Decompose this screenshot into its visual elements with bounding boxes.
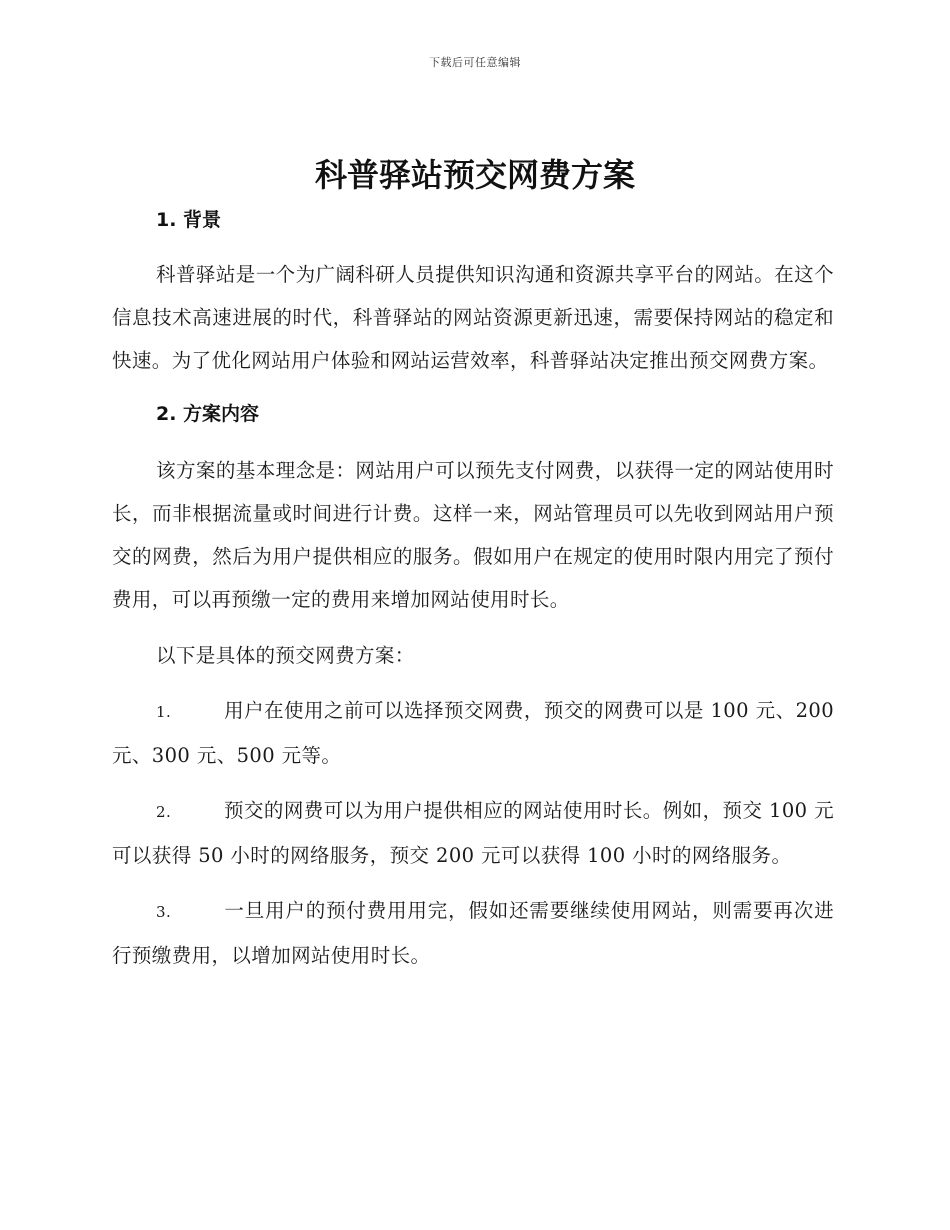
document-title: 科普驿站预交网费方案 (314, 156, 635, 194)
list-number: 1. (156, 703, 172, 721)
list-item-text: 一旦用户的预付费用用完，假如还需要继续使用网站，则需要再次进行预缴费用，以增加网站使用时长。 (112, 899, 834, 967)
section-heading-plan-content: 2. 方案内容 (156, 403, 260, 425)
section-heading-background: 1. 背景 (156, 209, 222, 231)
list-item (112, 889, 834, 977)
header-note: 下载后可任意编辑 (429, 56, 521, 69)
list-item-text: 预交的网费可以为用户提供相应的网站使用时长。例如，预交 100 元可以获得 50 小时的网络服务，预交 200 元可以获得 100 小时的网络服务。 (112, 799, 834, 867)
list-number: 3. (156, 903, 172, 921)
list-number: 2. (156, 803, 172, 821)
paragraph-plan-concept: 该方案的基本理念是：网站用户可以预先支付网费，以获得一定的网站使用时长，而非根据流量或时间进行计费。这样一来，网站管理员可以先收到网站用户预交的网费，然后为用户提供相应的服务。假如用户在规定的使用时限内用完了预付费用，可以再预缴一定的费用来增加网站使用时长。 (112, 459, 834, 611)
paragraph-plan-intro: 以下是具体的预交网费方案： (156, 644, 415, 667)
list-item (112, 689, 834, 777)
list-item-text: 用户在使用之前可以选择预交网费，预交的网费可以是 100 元、200 元、300 元、500 元等。 (112, 699, 834, 767)
paragraph-background: 科普驿站是一个为广阔科研人员提供知识沟通和资源共享平台的网站。在这个信息技术高速进展的时代，科普驿站的网站资源更新迅速，需要保持网站的稳定和快速。为了优化网站用户体验和网站运营效率，科普驿站决定推出预交网费方案。 (112, 263, 834, 372)
document-body (112, 205, 834, 977)
list-item (112, 789, 834, 877)
